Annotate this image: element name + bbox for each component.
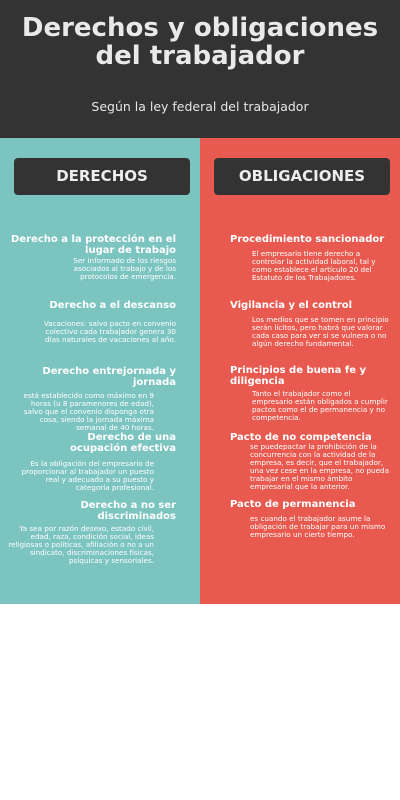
derecho-item: [10, 300, 176, 344]
obligacion-item: [230, 300, 392, 348]
derecho-body: Ya sea por razón desexo, estado civil, edad, raza, condición social, ideas religiosas o políticas, afiliación o no a un sindicato, discriminaciones físicas, psíquicas y sensoriales.: [8, 524, 154, 565]
obligacion-body: se puedepactar la prohibición de la concurrencia con la actividad de la empresa, es decir, que el trabajador, una vez cese en la empresa, no pueda trabajar en el mismo ámbito empresarial que la anterior.: [250, 442, 389, 491]
obligacion-item: [230, 365, 390, 422]
obligacion-item: [230, 234, 390, 282]
obligacion-body: Tanto el trabajador como el empresario están obligados a cumplir pactos como el de permanencia y no competencia.: [252, 389, 388, 422]
derecho-item: [10, 432, 176, 492]
derecho-body: Ser informado de los riesgos asociados al trabajo y de los protocolos de emergencia.: [73, 256, 176, 281]
derecho-title: Derecho a el descanso: [49, 300, 176, 311]
page-header: [0, 0, 400, 138]
derecho-item: [8, 366, 176, 432]
obligaciones-heading: OBLIGACIONES: [214, 158, 390, 195]
page-subtitle: Según la ley federal del trabajador: [91, 99, 309, 114]
page-title: Derechos y obligaciones del trabajador: [21, 13, 379, 71]
derecho-title: Derecho entrejornada y jornada: [42, 366, 176, 388]
obligacion-title: Pacto de no competencia: [230, 432, 372, 443]
obligacion-item: [230, 432, 392, 491]
derecho-body: Es la obligación del empresario de proporcionar al trabajador un puesto real y adecuado a su puesto y categoría profesional.: [21, 459, 154, 492]
obligacion-title: Procedimiento sancionador: [230, 234, 385, 245]
derecho-title: Derecho a la protección en el lugar de trabajo: [11, 234, 176, 256]
obligacion-title: Vigilancia y el control: [230, 300, 353, 311]
obligacion-body: es cuando el trabajador asume la obligación de trabajar para un mismo empresario un cierto tiempo.: [250, 514, 386, 539]
obligacion-item: [230, 499, 390, 539]
derechos-heading: DERECHOS: [14, 158, 190, 195]
obligacion-title: Pacto de permanencia: [230, 499, 356, 510]
obligaciones-column: [200, 138, 400, 604]
derecho-item: [10, 234, 176, 281]
derecho-body: Vacaciones: salvo pacto en convenio colectivo cada trabajador genera 30 días naturales de vacaciones al año.: [43, 319, 176, 344]
derecho-title: Derecho a no ser discriminados: [80, 500, 176, 522]
derecho-item: [8, 500, 176, 565]
derecho-body: está establecido como máximo en 9 horas (u 8 paramenores de edad), salvo que el convenio disponga otra cosa, siendo la jornada máxima semanal de 40 horas.: [23, 391, 154, 432]
obligacion-body: Los medios que se tomen en principio serán lícitos, pero habrá que valorar cada caso para ver si se vulnera o no algún derecho fundamental.: [252, 315, 389, 348]
derechos-column: [0, 138, 200, 604]
obligacion-body: El empresario tiene derecho a controlar la actividad laboral, tal y como establece el artículo 20 del Estatuto de los Trabajadores.: [252, 249, 376, 282]
obligacion-title: Principios de buena fe y diligencia: [230, 365, 367, 387]
derecho-title: Derecho de una ocupación efectiva: [70, 432, 176, 454]
